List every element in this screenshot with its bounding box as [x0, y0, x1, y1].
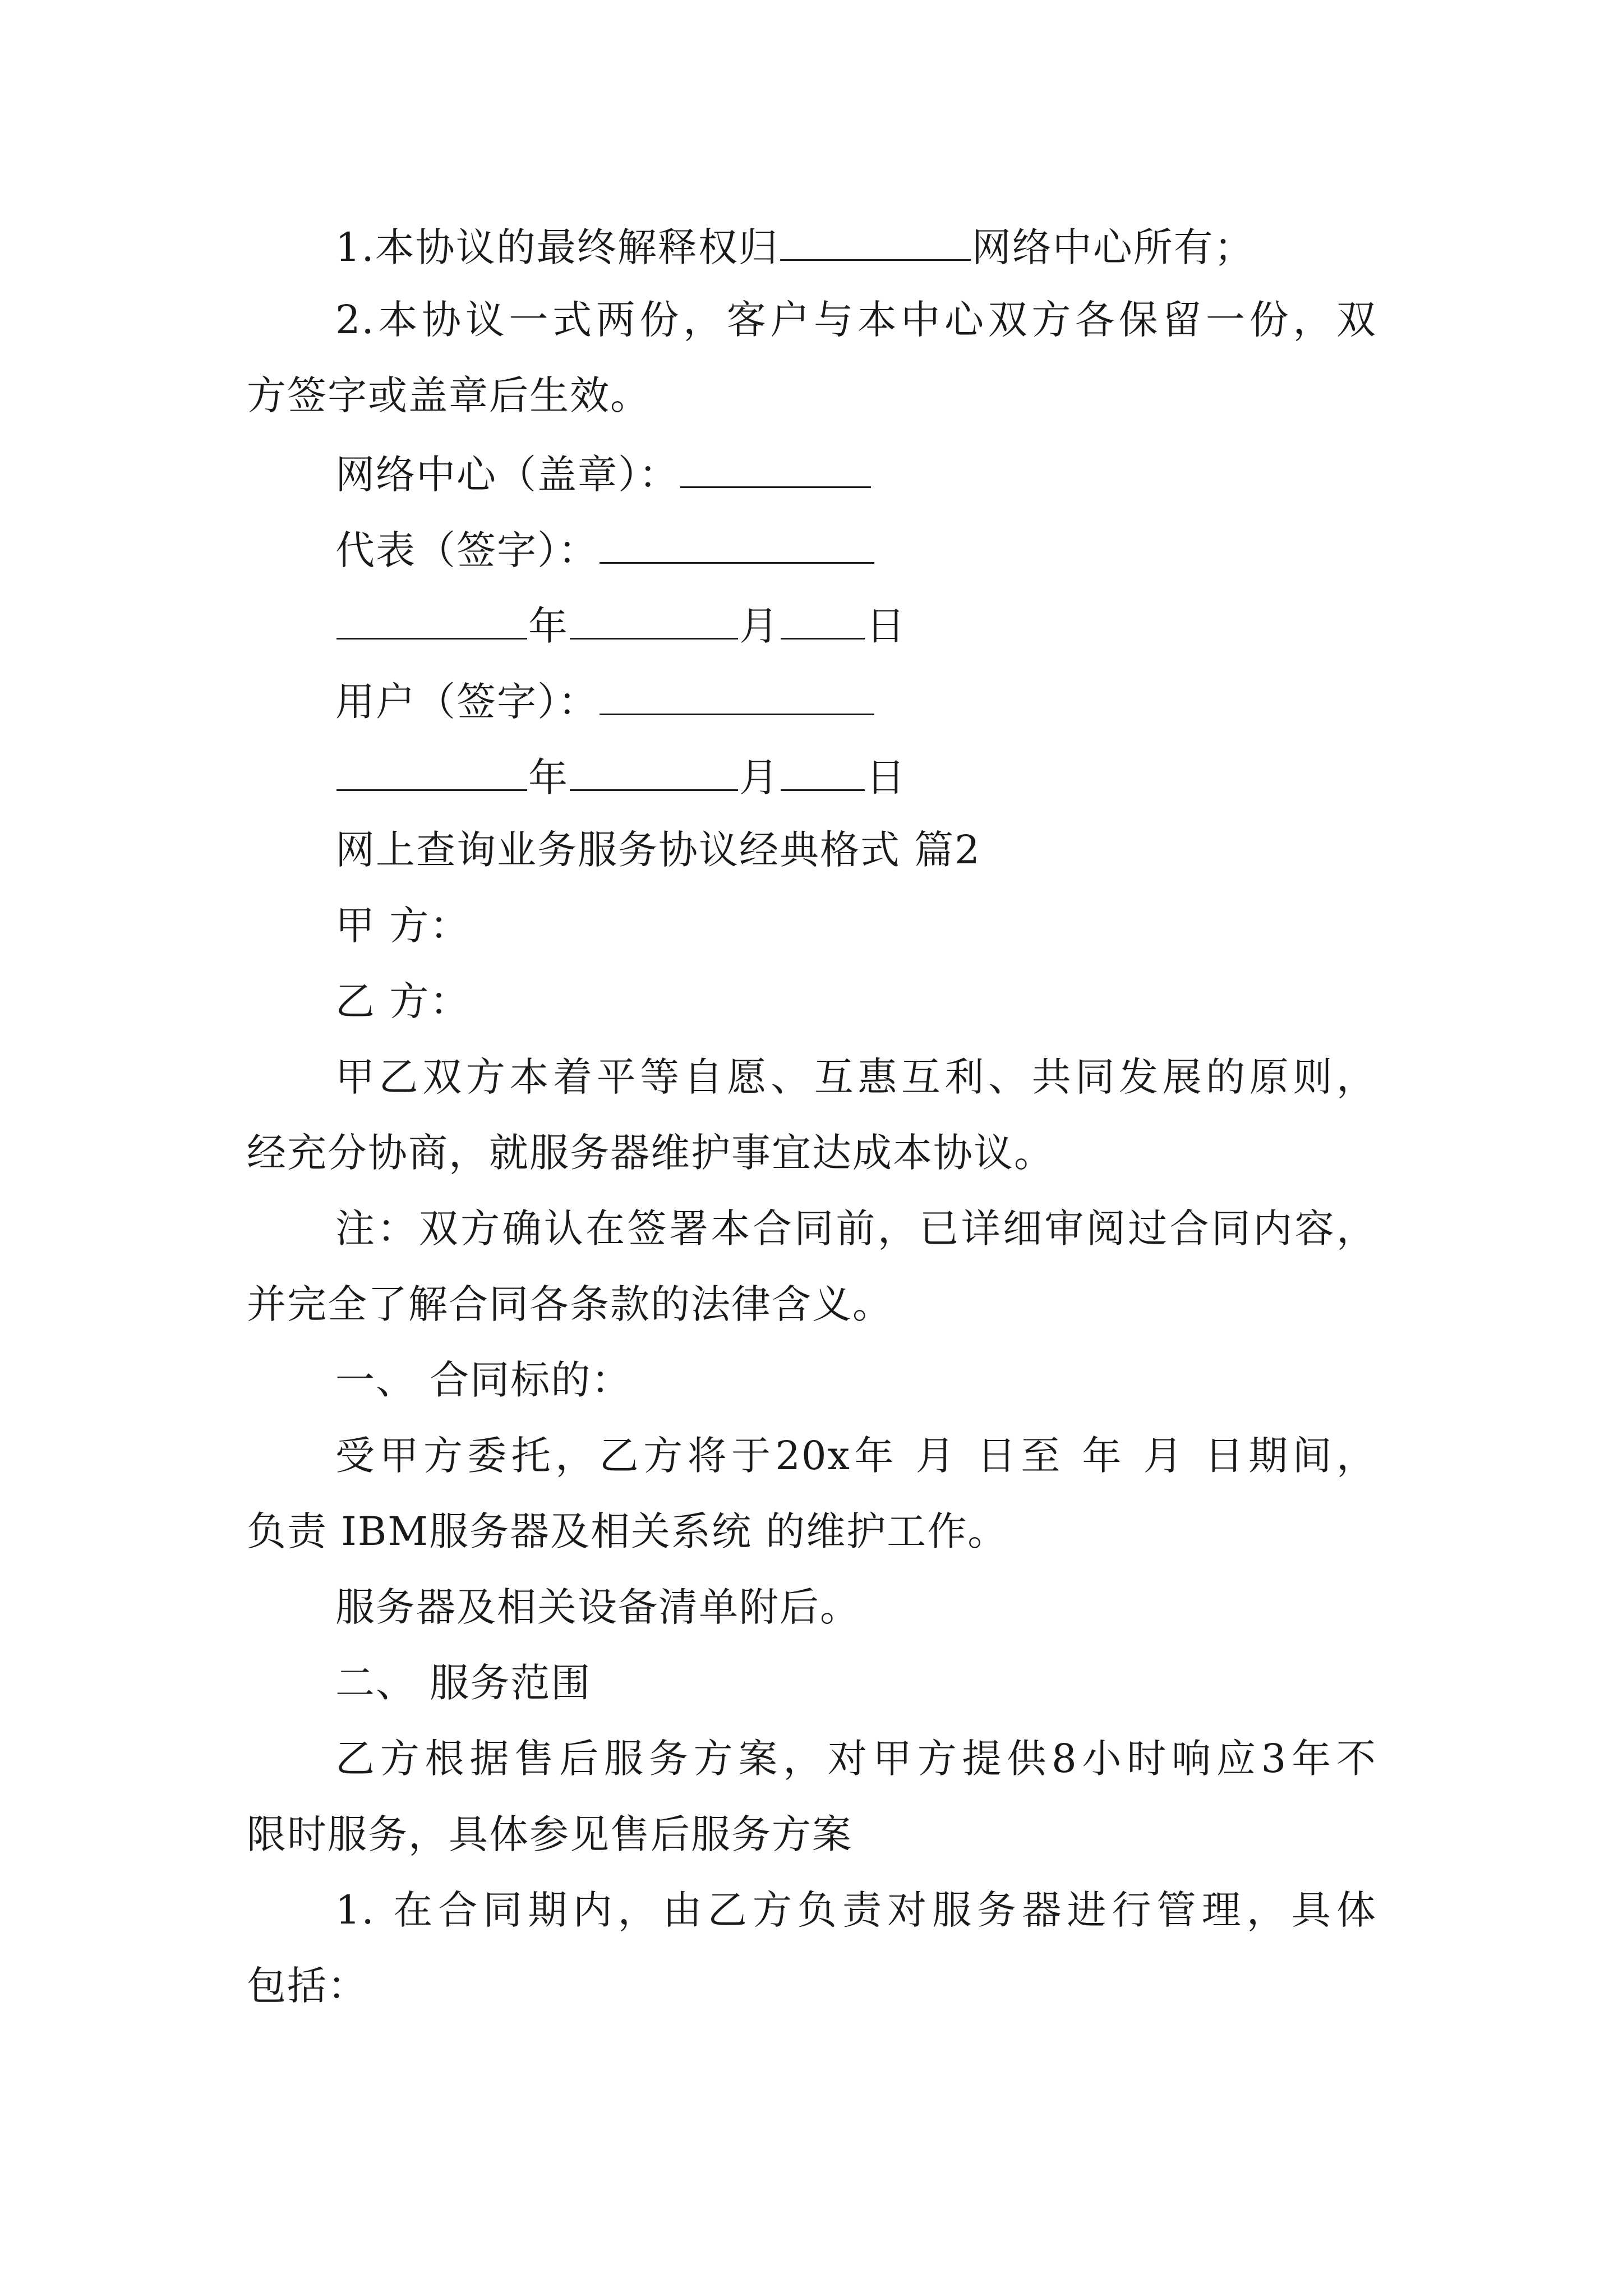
entrust-line2: 负责 IBM服务器及相关系统 的维护工作。 — [247, 1508, 1008, 1554]
date-line-1 — [335, 603, 906, 649]
year-label: 年 — [528, 603, 569, 649]
network-center-label: 网络中心（盖章）： — [335, 452, 679, 498]
note-line1: 注：双方确认在签署本合同前，已详细审阅过合同内容， — [335, 1205, 1377, 1251]
network-center-seal-line — [335, 452, 872, 498]
year-label: 年 — [528, 754, 569, 800]
user-blank — [600, 679, 874, 715]
representative-blank — [600, 527, 874, 564]
party-a-line: 甲 方： — [335, 903, 471, 949]
interpretation-text-after: 网络中心所有； — [971, 224, 1255, 270]
section-title: 网上查询业务服务协议经典格式 篇2 — [335, 827, 981, 873]
month-label: 月 — [739, 754, 780, 800]
month-label: 月 — [739, 603, 780, 649]
principle-line2: 经充分协商，就服务器维护事宜达成本协议。 — [247, 1130, 1054, 1176]
copies-clause-line2: 方签字或盖章后生效。 — [247, 372, 651, 418]
representative-label: 代表（签字）： — [335, 527, 598, 573]
day-blank — [781, 603, 865, 639]
scope-line2: 限时服务，具体参见售后服务方案 — [247, 1811, 852, 1857]
year-blank — [336, 603, 527, 639]
network-center-blank — [680, 452, 871, 488]
note-line2: 并完全了解合同各条款的法律含义。 — [247, 1281, 893, 1327]
day-blank — [781, 754, 865, 791]
principle-line1: 甲乙双方本着平等自愿、互惠互利、共同发展的原则， — [335, 1054, 1377, 1100]
scope-line1: 乙方根据售后服务方案，对甲方提供8小时响应3年不 — [335, 1736, 1377, 1782]
party-b-line: 乙 方： — [335, 978, 471, 1024]
equipment-list-note: 服务器及相关设备清单附后。 — [335, 1584, 860, 1630]
day-label: 日 — [866, 754, 906, 800]
representative-sign-line — [335, 527, 875, 573]
day-label: 日 — [866, 603, 906, 649]
month-blank — [570, 754, 738, 791]
year-blank — [336, 754, 527, 791]
interpretation-clause — [335, 224, 1255, 270]
heading-service-scope: 二、 服务范围 — [335, 1660, 592, 1706]
copies-clause-line1: 2.本协议一式两份，客户与本中心双方各保留一份，双 — [335, 297, 1377, 343]
month-blank — [570, 603, 738, 639]
interpretation-text-before: 1.本协议的最终解释权归 — [335, 224, 779, 270]
item-one-line1: 1. 在合同期内，由乙方负责对服务器进行管理，具体 — [335, 1887, 1377, 1933]
interpretation-blank — [780, 224, 971, 261]
item-one-line2: 包括： — [247, 1963, 368, 2009]
date-line-2 — [335, 754, 906, 800]
entrust-line1: 受甲方委托，乙方将于20x年 月 日至 年 月 日期间， — [335, 1433, 1377, 1479]
user-label: 用户（签字）： — [335, 679, 598, 725]
user-sign-line — [335, 679, 875, 725]
heading-contract-subject: 一、 合同标的： — [335, 1357, 632, 1403]
